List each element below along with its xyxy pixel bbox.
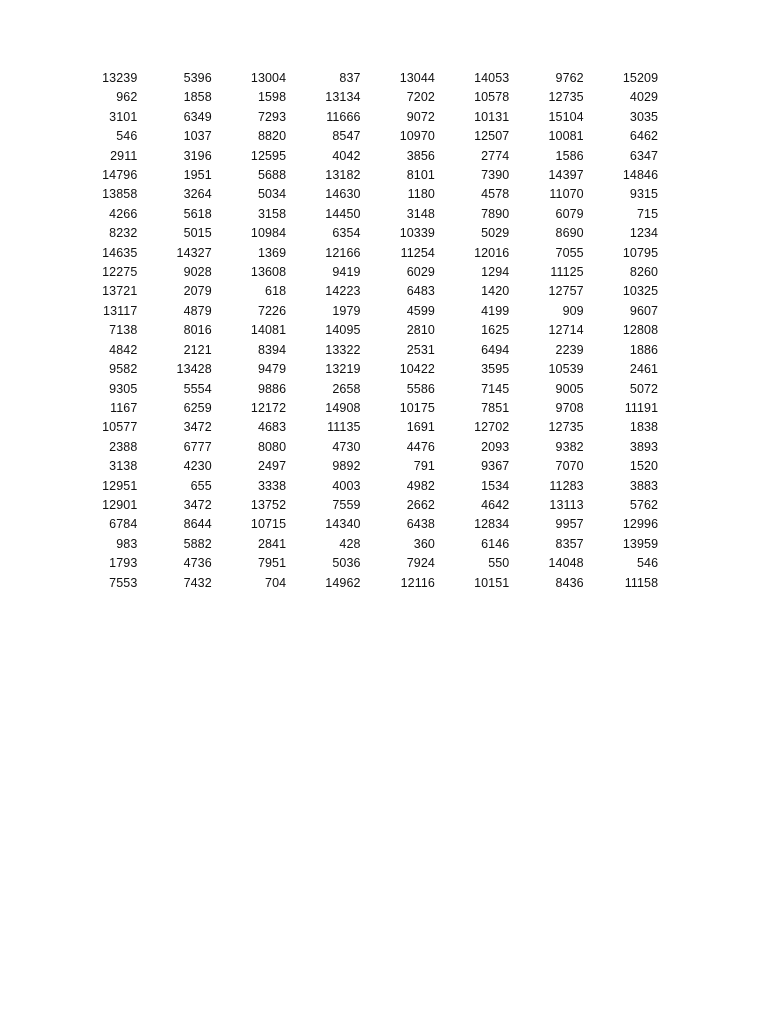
table-cell: 2911	[110, 148, 138, 163]
table-cell: 3338	[257, 478, 287, 493]
table-cell: 7851	[481, 400, 510, 415]
table-cell: 5762	[629, 497, 659, 512]
table-cell: 12901	[102, 497, 138, 512]
table-cell: 14048	[548, 556, 584, 571]
table-cell: 6462	[629, 129, 659, 144]
table-cell: 14846	[622, 168, 659, 183]
table-cell: 12714	[548, 323, 584, 338]
table-cell: 4982	[406, 478, 435, 493]
table-cell: 6349	[183, 109, 212, 124]
table-cell: 837	[339, 71, 361, 85]
table-cell: 9479	[257, 362, 287, 377]
table-cell: 7890	[481, 206, 510, 221]
table-cell: 10539	[548, 362, 584, 377]
table-cell: 3472	[183, 420, 212, 435]
table-row	[66, 496, 661, 515]
table-cell: 11158	[624, 575, 659, 590]
table-cell: 715	[636, 206, 659, 221]
table-cell: 13219	[325, 362, 361, 377]
table-cell: 12735	[548, 420, 584, 435]
table-cell: 7553	[109, 575, 138, 590]
table-cell: 2461	[629, 362, 659, 377]
table-cell: 2079	[183, 284, 212, 299]
table-row	[66, 341, 661, 360]
table-cell: 7390	[481, 168, 510, 183]
table-row	[66, 321, 661, 340]
table-row	[66, 127, 661, 146]
table-cell: 3035	[629, 109, 659, 124]
table-cell: 14327	[176, 245, 212, 260]
table-cell: 11125	[550, 265, 584, 280]
table-cell: 2239	[555, 342, 584, 357]
table-cell: 1420	[481, 284, 510, 299]
table-cell: 14223	[325, 284, 361, 299]
number-table-body	[66, 69, 661, 593]
table-cell: 10578	[474, 90, 510, 105]
table-cell: 14340	[325, 517, 361, 532]
table-cell: 10151	[474, 575, 510, 590]
table-cell: 3595	[481, 362, 510, 377]
table-cell: 2658	[332, 381, 361, 396]
table-cell: 983	[116, 536, 138, 551]
table-cell: 13004	[250, 71, 287, 85]
table-cell: 6347	[629, 148, 659, 163]
table-cell: 1691	[406, 420, 435, 435]
table-cell: 8080	[257, 439, 287, 454]
table-cell: 8016	[183, 323, 212, 338]
table-cell: 5015	[183, 226, 212, 241]
table-cell: 1534	[481, 478, 510, 493]
table-cell: 9005	[555, 381, 584, 396]
table-row	[66, 438, 661, 457]
table-row	[66, 263, 661, 282]
table-cell: 7055	[555, 245, 584, 260]
table-cell: 14962	[325, 575, 361, 590]
table-cell: 13858	[102, 187, 138, 202]
table-cell: 3893	[629, 439, 659, 454]
table-cell: 2662	[406, 497, 435, 512]
table-cell: 9582	[109, 362, 138, 377]
table-cell: 6146	[481, 536, 510, 551]
table-row	[66, 399, 661, 418]
table-cell: 1858	[183, 90, 212, 105]
table-cell: 4476	[406, 439, 435, 454]
table-cell: 1979	[332, 303, 361, 318]
table-cell: 1167	[110, 400, 138, 415]
table-row	[66, 457, 661, 476]
table-cell: 14908	[325, 400, 361, 415]
table-cell: 4578	[481, 187, 510, 202]
table-cell: 2841	[257, 536, 287, 551]
table-row	[66, 477, 661, 496]
table-cell: 909	[562, 303, 584, 318]
table-cell: 8394	[257, 342, 287, 357]
table-cell: 12834	[474, 517, 510, 532]
table-cell: 13752	[250, 497, 287, 512]
number-table	[66, 69, 661, 593]
table-cell: 7432	[183, 575, 212, 590]
table-cell: 13608	[250, 265, 287, 280]
table-row	[66, 282, 661, 301]
table-cell: 7202	[406, 90, 435, 105]
table-row	[66, 554, 661, 573]
table-cell: 4029	[629, 90, 659, 105]
table-cell: 13182	[325, 168, 361, 183]
table-cell: 10577	[102, 420, 138, 435]
table-cell: 5688	[257, 168, 287, 183]
table-cell: 2774	[481, 148, 510, 163]
table-cell: 8690	[555, 226, 584, 241]
table-cell: 12808	[622, 323, 659, 338]
table-row	[66, 574, 661, 593]
table-cell: 11135	[327, 420, 361, 435]
table-cell: 4599	[406, 303, 435, 318]
table-cell: 10081	[548, 129, 584, 144]
table-row	[66, 535, 661, 554]
table-cell: 9028	[183, 265, 212, 280]
table-cell: 1598	[257, 90, 287, 105]
table-cell: 8101	[406, 168, 435, 183]
table-cell: 6777	[183, 439, 212, 454]
table-cell: 10715	[250, 517, 287, 532]
table-cell: 12757	[548, 284, 584, 299]
table-cell: 3158	[257, 206, 287, 221]
table-cell: 1793	[109, 556, 138, 571]
table-cell: 7293	[257, 109, 287, 124]
table-cell: 6259	[183, 400, 212, 415]
table-cell: 10984	[250, 226, 287, 241]
table-cell: 1586	[555, 148, 584, 163]
table-cell: 9382	[555, 439, 584, 454]
table-cell: 11666	[326, 109, 361, 124]
table-cell: 3472	[183, 497, 212, 512]
table-cell: 4230	[183, 459, 212, 474]
table-cell: 14095	[325, 323, 361, 338]
table-row	[66, 147, 661, 166]
table-cell: 14053	[474, 71, 510, 85]
table-cell: 3138	[109, 459, 138, 474]
table-cell: 1520	[629, 459, 659, 474]
table-cell: 10175	[399, 400, 435, 415]
table-cell: 5618	[183, 206, 212, 221]
table-cell: 14796	[102, 168, 138, 183]
table-cell: 14635	[102, 245, 138, 260]
table-cell: 8260	[629, 265, 659, 280]
table-cell: 8644	[183, 517, 212, 532]
table-cell: 6494	[481, 342, 510, 357]
table-cell: 2810	[406, 323, 435, 338]
table-cell: 13113	[549, 497, 584, 512]
table-cell: 4683	[257, 420, 287, 435]
table-row	[66, 515, 661, 534]
table-cell: 13428	[176, 362, 212, 377]
table-cell: 10339	[399, 226, 435, 241]
table-row	[66, 69, 661, 88]
table-cell: 10795	[622, 245, 659, 260]
table-cell: 5396	[183, 71, 212, 85]
table-cell: 5554	[183, 381, 212, 396]
table-row	[66, 302, 661, 321]
table-cell: 1369	[257, 245, 287, 260]
table-cell: 4736	[183, 556, 212, 571]
table-cell: 1838	[629, 420, 659, 435]
table-cell: 7070	[555, 459, 584, 474]
table-cell: 11070	[549, 187, 584, 202]
table-cell: 12166	[325, 245, 361, 260]
table-cell: 9315	[629, 187, 659, 202]
table-cell: 1951	[183, 168, 212, 183]
table-cell: 791	[413, 459, 435, 474]
table-cell: 13322	[325, 342, 361, 357]
table-row	[66, 380, 661, 399]
table-cell: 5882	[183, 536, 212, 551]
table-cell: 428	[339, 536, 361, 551]
table-cell: 12116	[400, 575, 435, 590]
table-row	[66, 108, 661, 127]
table-cell: 962	[116, 90, 138, 105]
table-cell: 11254	[400, 245, 435, 260]
table-cell: 4266	[109, 206, 138, 221]
table-cell: 12016	[474, 245, 510, 260]
table-cell: 5036	[332, 556, 361, 571]
table-cell: 11191	[624, 400, 659, 415]
table-cell: 4199	[481, 303, 510, 318]
table-cell: 4003	[332, 478, 361, 493]
table-cell: 13959	[622, 536, 659, 551]
table-cell: 12996	[622, 517, 659, 532]
table-cell: 9708	[555, 400, 584, 415]
table-row	[66, 244, 661, 263]
table-cell: 5072	[629, 381, 659, 396]
table-cell: 2121	[183, 342, 212, 357]
table-cell: 12507	[474, 129, 510, 144]
table-cell: 7951	[257, 556, 287, 571]
table-cell: 1037	[183, 129, 212, 144]
table-cell: 10325	[622, 284, 659, 299]
table-cell: 12595	[250, 148, 287, 163]
table-cell: 4879	[183, 303, 212, 318]
table-cell: 360	[413, 536, 435, 551]
table-cell: 618	[265, 284, 287, 299]
table-row	[66, 418, 661, 437]
table-cell: 7138	[109, 323, 138, 338]
table-cell: 8357	[555, 536, 584, 551]
table-cell: 8547	[332, 129, 361, 144]
table-cell: 9607	[629, 303, 659, 318]
table-cell: 14630	[325, 187, 361, 202]
table-cell: 2497	[257, 459, 287, 474]
table-cell: 5586	[406, 381, 435, 396]
table-cell: 8820	[257, 129, 287, 144]
table-cell: 9957	[555, 517, 584, 532]
table-cell: 9367	[481, 459, 510, 474]
table-cell: 13117	[103, 303, 138, 318]
table-row	[66, 360, 661, 379]
table-cell: 14450	[325, 206, 361, 221]
table-cell: 9305	[109, 381, 138, 396]
table-cell: 10970	[399, 129, 435, 144]
table-cell: 5029	[481, 226, 510, 241]
table-cell: 9762	[555, 71, 584, 85]
table-cell: 12275	[102, 265, 138, 280]
table-cell: 1886	[629, 342, 659, 357]
table-cell: 8232	[109, 226, 138, 241]
table-cell: 12172	[250, 400, 287, 415]
table-cell: 6483	[406, 284, 435, 299]
table-cell: 4842	[109, 342, 138, 357]
table-cell: 3196	[183, 148, 212, 163]
table-row	[66, 88, 661, 107]
table-cell: 13044	[399, 71, 435, 85]
table-cell: 7145	[481, 381, 510, 396]
table-cell: 13721	[102, 284, 138, 299]
table-cell: 5034	[257, 187, 287, 202]
table-cell: 6354	[332, 226, 361, 241]
table-cell: 550	[488, 556, 510, 571]
table-cell: 6079	[555, 206, 584, 221]
table-cell: 2388	[109, 439, 138, 454]
table-cell: 3101	[109, 109, 138, 124]
table-cell: 12951	[102, 478, 138, 493]
table-cell: 1294	[481, 265, 510, 280]
table-cell: 9886	[257, 381, 287, 396]
table-cell: 2531	[406, 342, 435, 357]
table-cell: 14081	[250, 323, 287, 338]
table-cell: 6029	[406, 265, 435, 280]
table-cell: 546	[636, 556, 659, 571]
table-cell: 10422	[399, 362, 435, 377]
table-cell: 12735	[548, 90, 584, 105]
table-cell: 3264	[183, 187, 212, 202]
table-cell: 704	[265, 575, 287, 590]
table-cell: 14397	[548, 168, 584, 183]
table-cell: 12702	[474, 420, 510, 435]
table-row	[66, 185, 661, 204]
table-cell: 2093	[481, 439, 510, 454]
table-cell: 4642	[481, 497, 510, 512]
table-row	[66, 166, 661, 185]
table-cell: 15209	[622, 71, 659, 85]
table-cell: 11283	[549, 478, 584, 493]
table-cell: 1180	[407, 187, 435, 202]
table-cell: 1234	[629, 226, 659, 241]
table-cell: 9072	[406, 109, 435, 124]
table-cell: 1625	[481, 323, 510, 338]
table-cell: 7924	[406, 556, 435, 571]
table-cell: 4730	[332, 439, 361, 454]
table-cell: 10131	[474, 109, 510, 124]
table-row	[66, 224, 661, 243]
table-cell: 3856	[406, 148, 435, 163]
table-cell: 15104	[548, 109, 584, 124]
table-cell: 8436	[555, 575, 584, 590]
table-cell: 7226	[257, 303, 287, 318]
table-cell: 9419	[332, 265, 361, 280]
table-cell: 13239	[102, 71, 138, 85]
table-cell: 3148	[406, 206, 435, 221]
table-cell: 13134	[325, 90, 361, 105]
table-cell: 4042	[332, 148, 361, 163]
table-cell: 655	[190, 478, 212, 493]
table-cell: 7559	[332, 497, 361, 512]
table-cell: 6438	[406, 517, 435, 532]
table-row	[66, 205, 661, 224]
table-cell: 6784	[109, 517, 138, 532]
table-cell: 9892	[332, 459, 361, 474]
table-cell: 546	[116, 129, 138, 144]
table-cell: 3883	[629, 478, 659, 493]
